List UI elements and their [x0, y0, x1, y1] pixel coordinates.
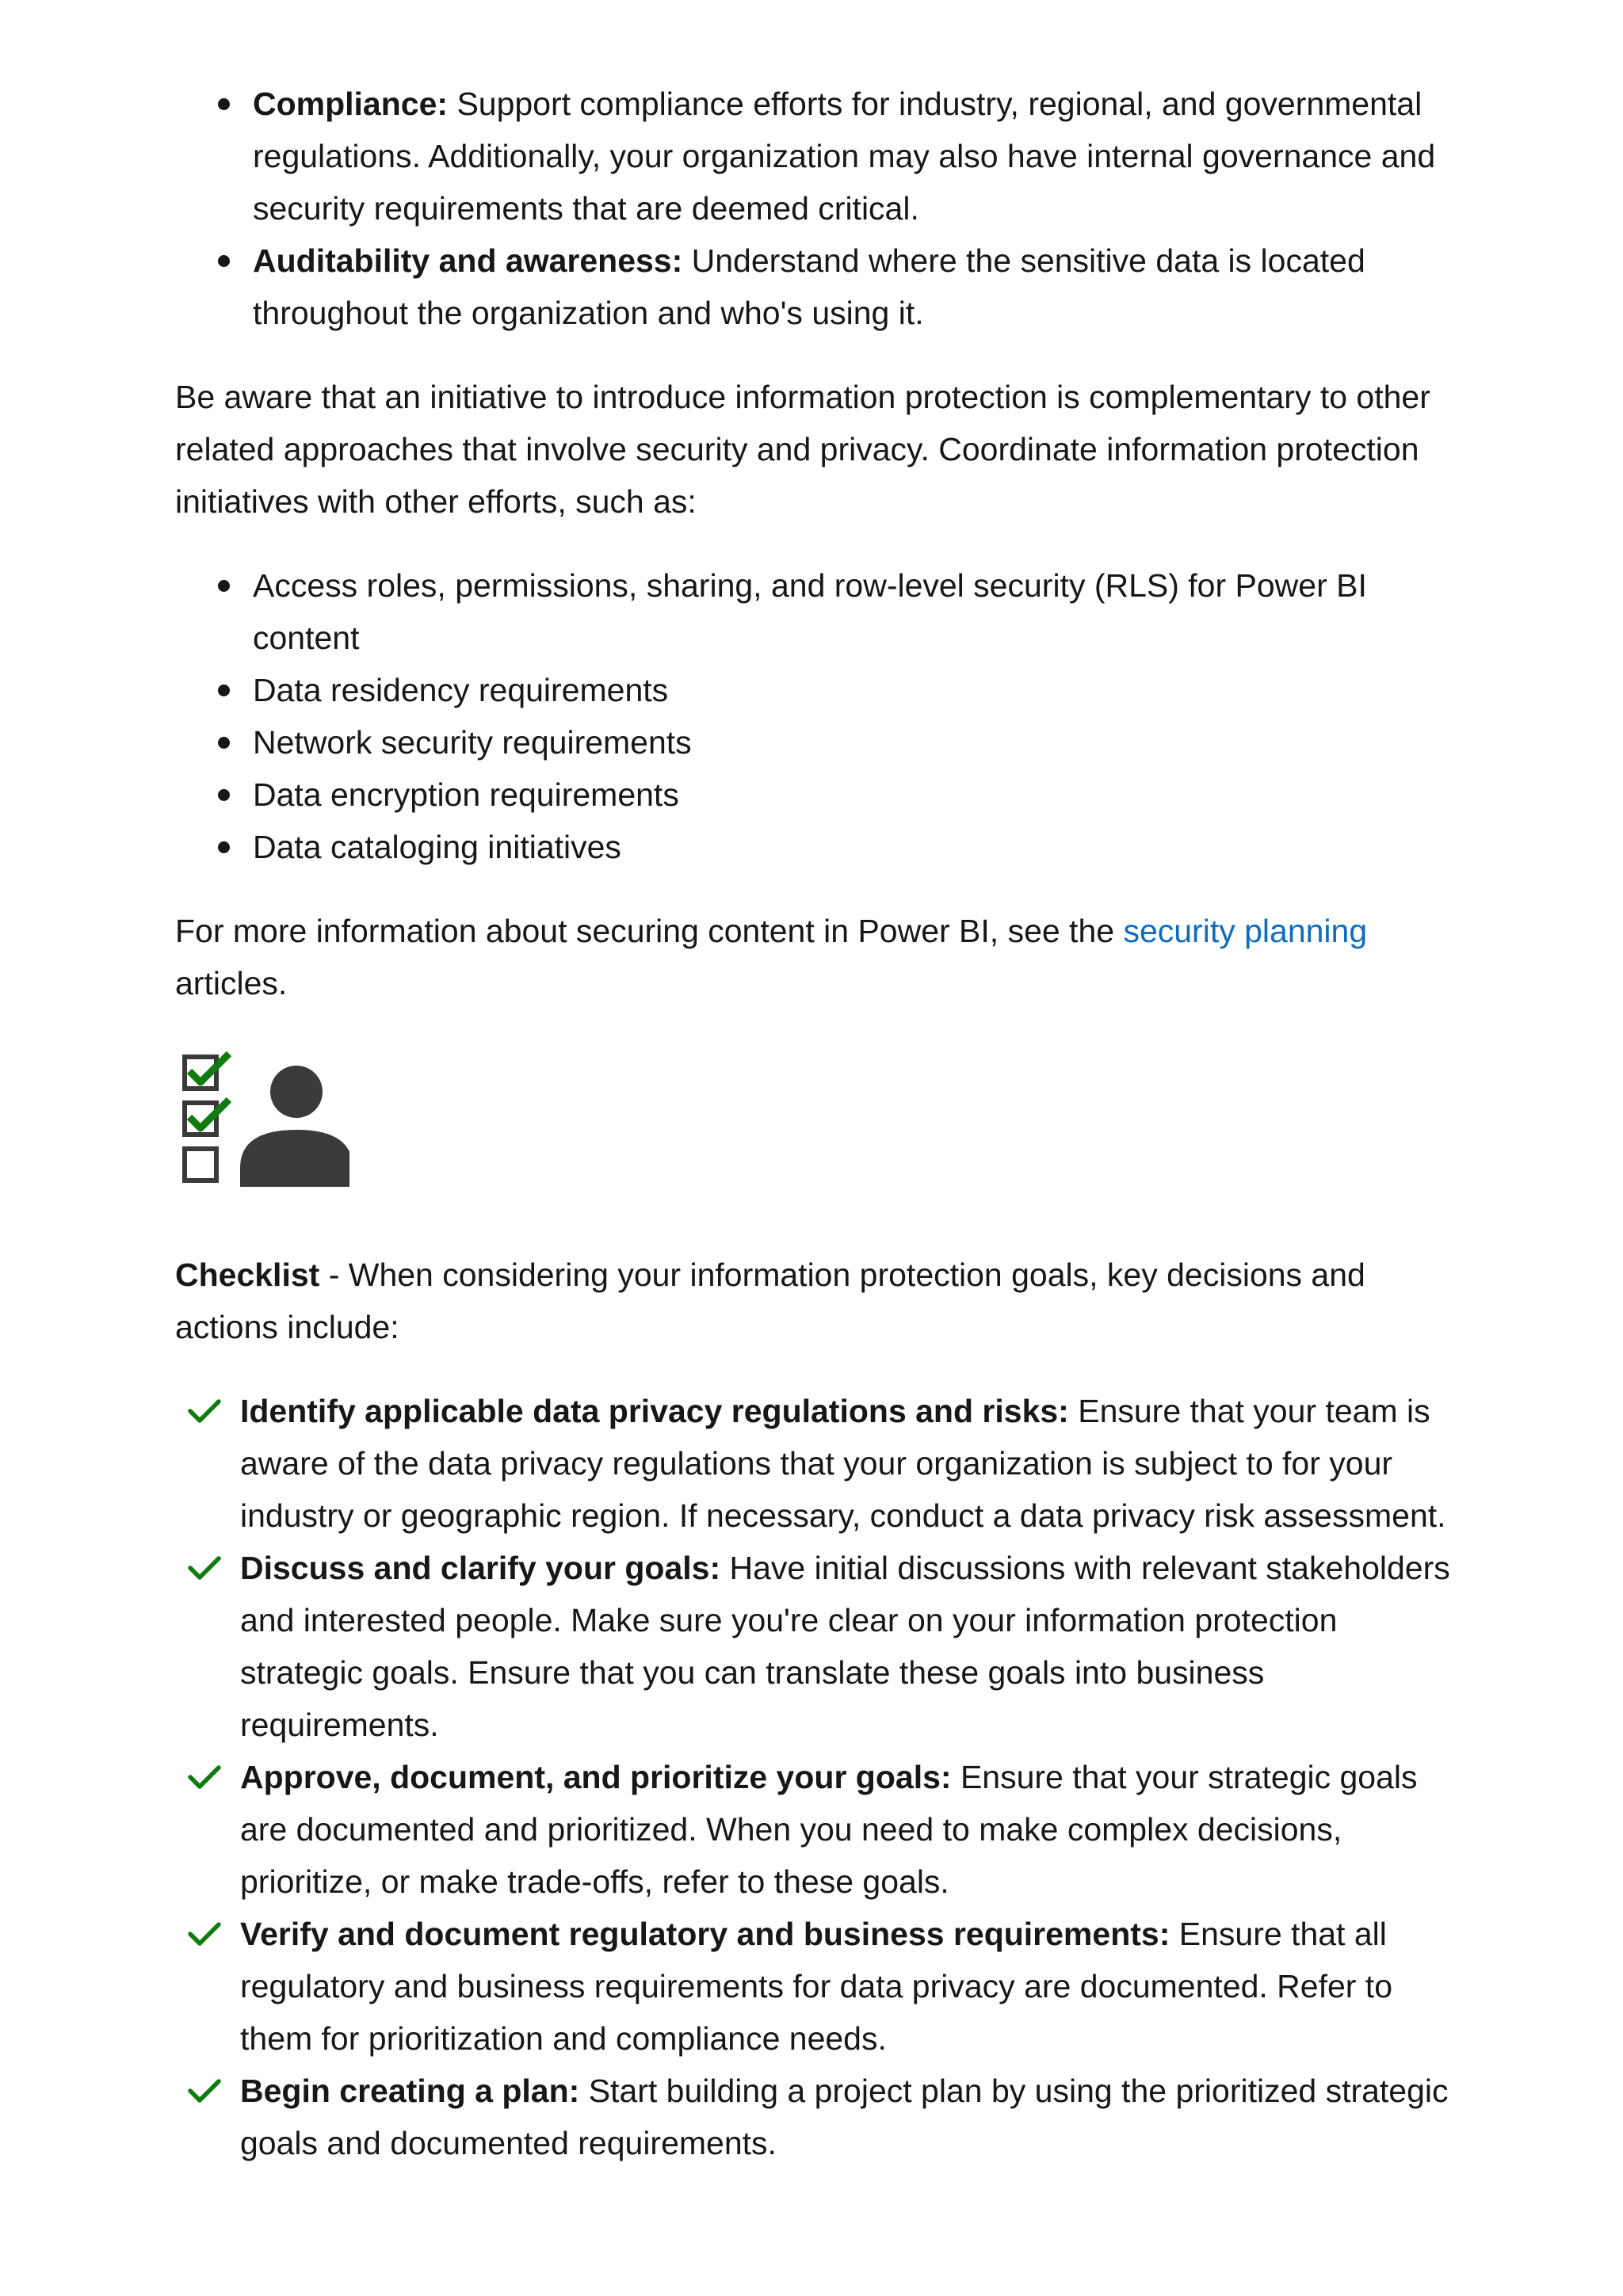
- bullet-text: Understand where the sensitive data is located throughout the organization and who's using it.: [253, 242, 1365, 331]
- checklist-item: [240, 1542, 1459, 1751]
- checklist-item: [240, 1908, 1459, 2065]
- checkmark-icon: [188, 1764, 221, 1790]
- list-item: Access roles, permissions, sharing, and row-level security (RLS) for Power BI content: [253, 559, 1459, 664]
- bullet-term: Compliance:: [253, 86, 449, 122]
- checklist-intro-text: - When considering your information protection goals, key decisions and actions include:: [175, 1257, 1365, 1345]
- article-content: [175, 78, 1459, 2169]
- more-info-text: For more information about securing content in Power BI, see the: [175, 913, 1124, 949]
- list-item: Data encryption requirements: [253, 769, 1459, 821]
- checklist-item: [240, 1751, 1459, 1908]
- bullet-text: Support compliance efforts for industry, regional, and governmental regulations. Additionally, your organization may also have internal governance and security requirements that are deemed critical.: [253, 86, 1436, 227]
- checklist-person-icon: [175, 1051, 349, 1193]
- goals-bullet-list: [175, 78, 1459, 339]
- checklist-item-text: Ensure that all regulatory and business requirements for data privacy are documented. Refer to them for prioritization and compliance needs.: [240, 1916, 1392, 2057]
- checklist-item-title: Discuss and clarify your goals:: [240, 1550, 721, 1586]
- checklist-item-title: Verify and document regulatory and business requirements:: [240, 1916, 1170, 1952]
- list-item: Data cataloging initiatives: [253, 821, 1459, 873]
- security-planning-link[interactable]: security planning: [1123, 913, 1368, 949]
- checkmark-icon: [188, 2078, 221, 2103]
- efforts-bullet-list: [175, 559, 1459, 873]
- checklist-item-text: Ensure that your strategic goals are documented and prioritized. When you need to make complex decisions, prioritize, or make trade-offs, refer to these goals.: [240, 1759, 1418, 1900]
- checklist-item-text: Have initial discussions with relevant stakeholders and interested people. Make sure you're clear on your information protection strategic goals. Ensure that you can translate these goals into business requirements.: [240, 1550, 1450, 1743]
- list-item: [253, 78, 1459, 235]
- checklist-item-title: Begin creating a plan:: [240, 2073, 580, 2109]
- checklist-label: Checklist: [175, 1257, 320, 1293]
- list-item: Data residency requirements: [253, 664, 1459, 716]
- checkmark-icon: [188, 1921, 221, 1947]
- more-info-text-end: articles.: [175, 965, 288, 1001]
- list-item: Network security requirements: [253, 716, 1459, 769]
- checkmark-icon: [188, 1555, 221, 1581]
- list-item: [253, 235, 1459, 339]
- checklist-item-title: Approve, document, and prioritize your goals:: [240, 1759, 952, 1795]
- checklist: [175, 1385, 1459, 2169]
- checklist-item-text: Start building a project plan by using the prioritized strategic goals and documented requirements.: [240, 2073, 1449, 2161]
- more-info-paragraph: [175, 905, 1459, 1009]
- bullet-term: Auditability and awareness:: [253, 242, 683, 279]
- checklist-item: [240, 1385, 1459, 1542]
- intro-paragraph: Be aware that an initiative to introduce information protection is complementary to other related approaches that involve security and privacy. Coordinate information protection initiatives with other efforts, such as:: [175, 379, 1430, 520]
- checkmark-icon: [188, 1398, 221, 1424]
- checklist-intro: [175, 1249, 1459, 1353]
- checklist-item-text: Ensure that your team is aware of the data privacy regulations that your organization is subject to for your industry or geographic region. If necessary, conduct a data privacy risk assessment.: [240, 1393, 1446, 1534]
- checklist-item-title: Identify applicable data privacy regulations and risks:: [240, 1393, 1069, 1429]
- checklist-item: [240, 2065, 1459, 2169]
